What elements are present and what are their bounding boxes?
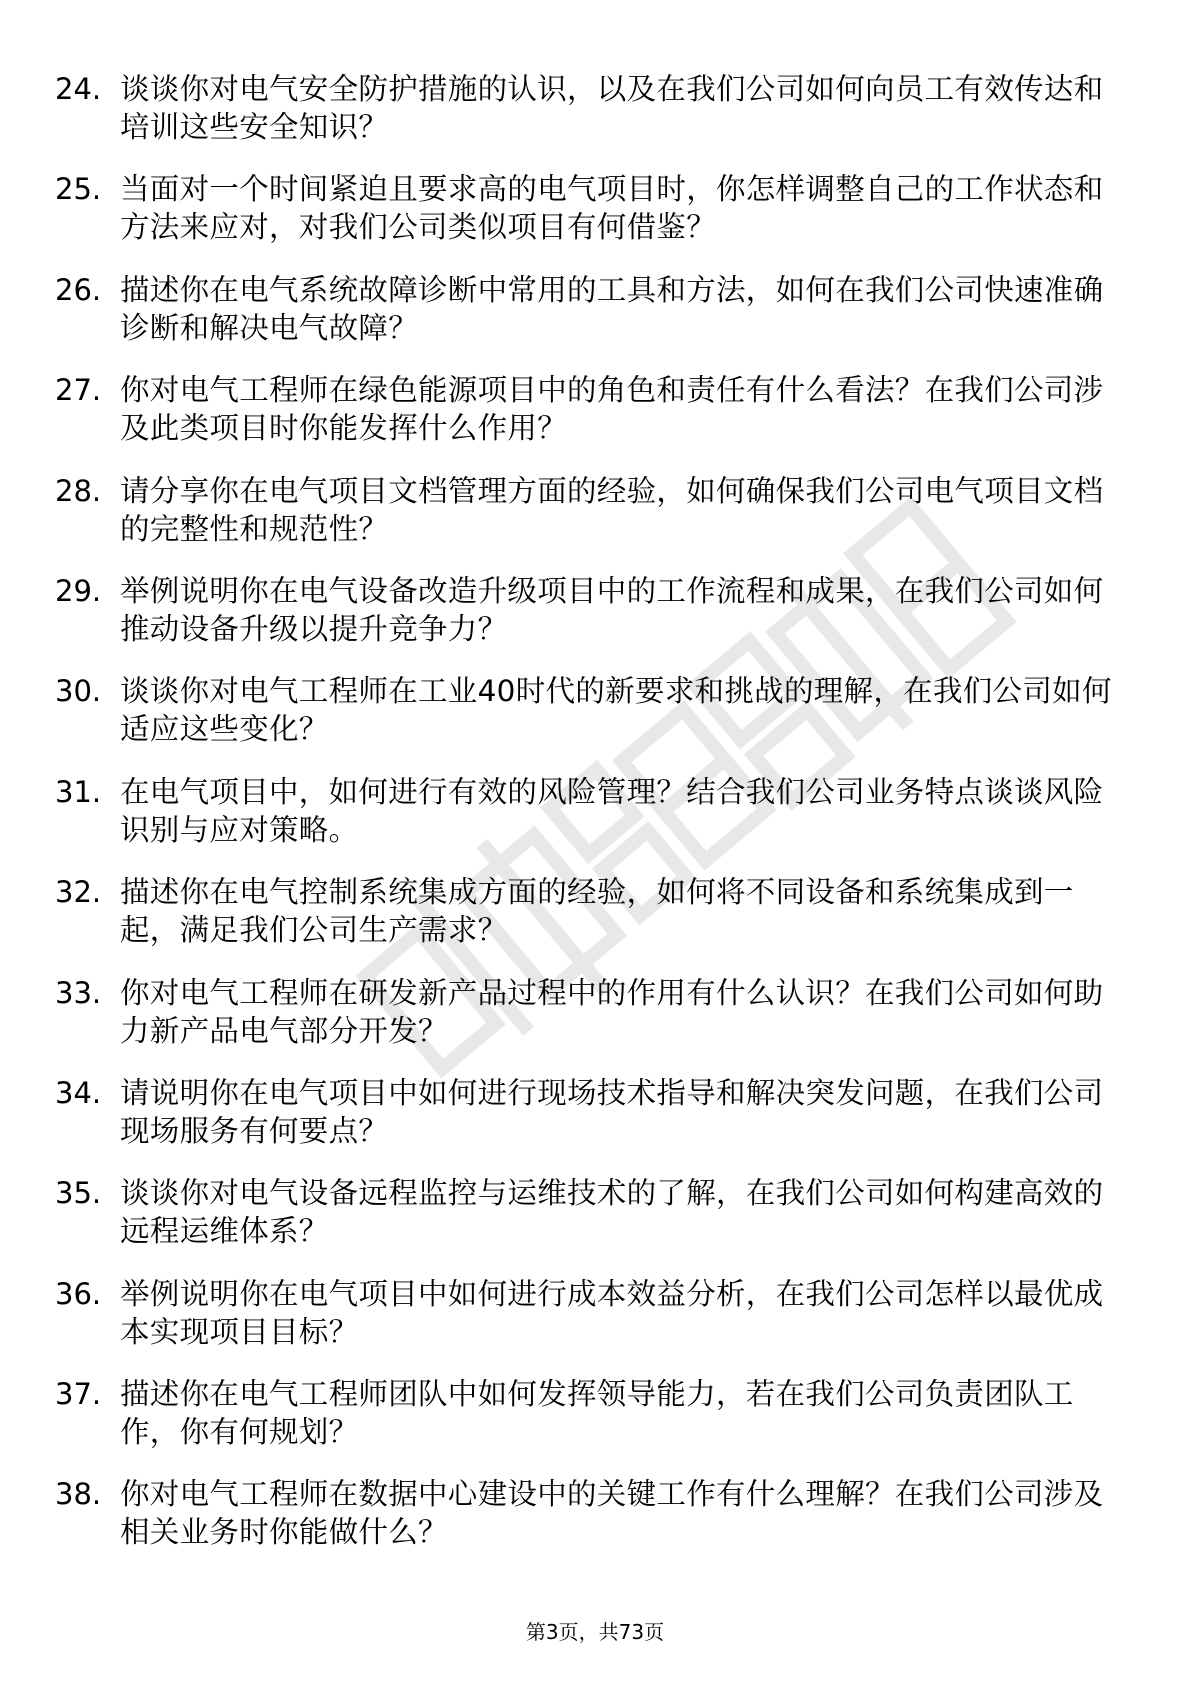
question-item [55, 371, 1135, 447]
question-text: 谈谈你对电气工程师在工业40时代的新要求和挑战的理解，在我们公司如何适应这些变化？ [120, 674, 1112, 747]
question-text: 请说明你在电气项目中如何进行现场技术指导和解决突发问题，在我们公司现场服务有何要点？ [120, 1075, 1104, 1148]
question-item [55, 70, 1135, 146]
question-text: 谈谈你对电气设备远程监控与运维技术的了解，在我们公司如何构建高效的远程运维体系？ [120, 1176, 1104, 1249]
question-number: 24. [55, 72, 102, 106]
question-text: 举例说明你在电气设备改造升级项目中的工作流程和成果，在我们公司如何推动设备升级以提升竞争力？ [120, 573, 1104, 646]
question-item [55, 1375, 1135, 1451]
question-item [55, 472, 1135, 548]
question-number: 30. [55, 674, 102, 709]
question-item [55, 672, 1135, 748]
question-item [55, 1475, 1135, 1551]
question-text: 描述你在电气控制系统集成方面的经验，如何将不同设备和系统集成到一起，满足我们公司生产需求？ [120, 875, 1074, 948]
question-text: 描述你在电气系统故障诊断中常用的工具和方法，如何在我们公司快速准确诊断和解决电气故障？ [120, 272, 1104, 345]
question-number: 25. [55, 172, 102, 207]
question-text: 你对电气工程师在研发新产品过程中的作用有什么认识？在我们公司如何助力新产品电气部分开发？ [120, 975, 1104, 1048]
question-item [55, 1074, 1135, 1150]
question-item [55, 974, 1135, 1050]
question-item [55, 170, 1135, 246]
question-item [55, 873, 1135, 949]
page-footer: 第3页，共73页 [525, 1620, 665, 1644]
question-text: 你对电气工程师在绿色能源项目中的角色和责任有什么看法？在我们公司涉及此类项目时你能发挥什么作用？ [120, 373, 1104, 446]
question-text: 举例说明你在电气项目中如何进行成本效益分析，在我们公司怎样以最优成本实现项目目标？ [120, 1276, 1104, 1349]
question-number: 32. [55, 875, 102, 910]
question-text: 谈谈你对电气安全防护措施的认识，以及在我们公司如何向员工有效传达和培训这些安全知识？ [120, 72, 1104, 144]
question-text: 当面对一个时间紧迫且要求高的电气项目时，你怎样调整自己的工作状态和方法来应对，对我们公司类似项目有何借鉴？ [120, 172, 1104, 245]
question-text: 请分享你在电气项目文档管理方面的经验，如何确保我们公司电气项目文档的完整性和规范性？ [120, 473, 1104, 546]
question-text: 在电气项目中，如何进行有效的风险管理？结合我们公司业务特点谈谈风险识别与应对策略。 [120, 774, 1104, 847]
question-number: 31. [55, 774, 102, 809]
question-number: 28. [55, 473, 102, 508]
question-number: 26. [55, 272, 102, 307]
question-number: 37. [55, 1377, 102, 1412]
question-item [55, 572, 1135, 648]
question-number: 27. [55, 373, 102, 408]
question-item [55, 773, 1135, 849]
question-item [55, 1174, 1135, 1250]
question-item [55, 271, 1135, 347]
question-text: 描述你在电气工程师团队中如何发挥领导能力，若在我们公司负责团队工作，你有何规划？ [120, 1377, 1074, 1450]
question-number: 36. [55, 1276, 102, 1311]
question-number: 33. [55, 975, 102, 1010]
question-number: 35. [55, 1176, 102, 1211]
question-item [55, 1275, 1135, 1351]
question-number: 38. [55, 1477, 102, 1512]
question-number: 34. [55, 1075, 102, 1110]
question-number: 29. [55, 573, 102, 608]
question-list [55, 70, 1135, 1576]
question-text: 你对电气工程师在数据中心建设中的关键工作有什么理解？在我们公司涉及相关业务时你能做什么？ [120, 1477, 1104, 1550]
